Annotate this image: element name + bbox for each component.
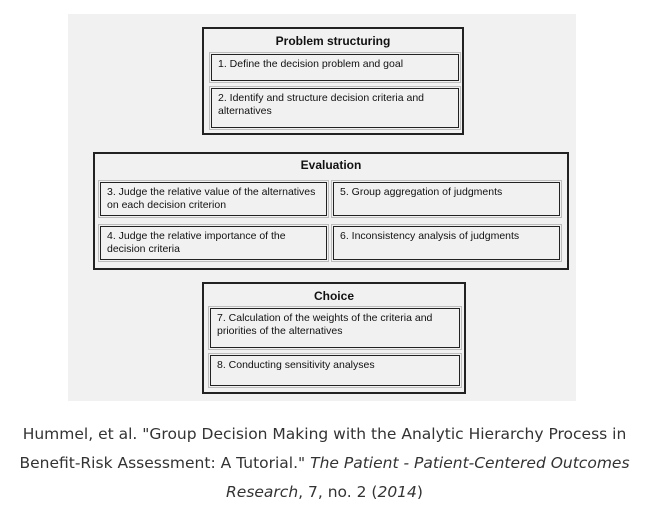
step-7-box: 7. Calculation of the weights of the criteria and priorities of the alternatives: [210, 308, 460, 348]
step-8-box: 8. Conducting sensitivity analyses: [210, 355, 460, 386]
step-2-box: 2. Identify and structure decision criteria and alternatives: [211, 88, 459, 128]
choice-section: [202, 282, 466, 394]
step-3-box: 3. Judge the relative value of the alternatives on each decision criterion: [100, 182, 327, 216]
choice-title: Choice: [313, 289, 354, 303]
step-1-box: 1. Define the decision problem and goal: [211, 54, 459, 81]
caption-citation: Hummel, et al. "Group Decision Making with the Analytic Hierarchy Process in Benefit-Risk Assessment: A Tutorial.": [19, 425, 627, 472]
step-6-box: 6. Inconsistency analysis of judgments: [333, 226, 560, 260]
evaluation-section: [93, 152, 569, 270]
figure-caption: [0, 420, 649, 507]
flowchart-figure: [68, 14, 576, 401]
evaluation-title: Evaluation: [300, 158, 362, 172]
problem-structuring-title: Problem structuring: [275, 34, 391, 48]
problem-structuring-section: [202, 27, 464, 135]
caption-close: ): [416, 483, 423, 501]
caption-journal: The Patient - Patient-Centered Outcomes Research: [226, 454, 630, 501]
step-4-box: 4. Judge the relative importance of the decision criteria: [100, 226, 327, 260]
step-5-box: 5. Group aggregation of judgments: [333, 182, 560, 216]
caption-volume: , 7, no. 2 (: [298, 483, 378, 501]
caption-year: 2014: [377, 483, 417, 501]
